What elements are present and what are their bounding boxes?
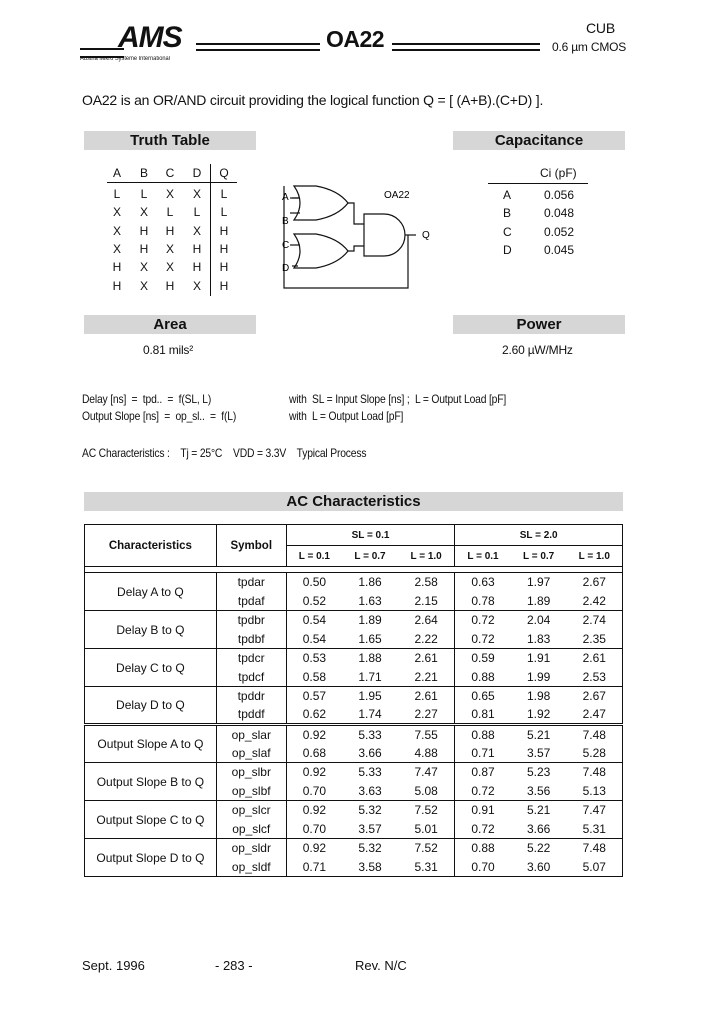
value-cell: 7.52 [398, 801, 455, 820]
value-cell: 1.83 [511, 630, 567, 649]
value-cell: 0.92 [302, 803, 327, 818]
value-cell: 5.31 [398, 858, 455, 877]
value-cell: 2.21 [398, 668, 455, 687]
value-cell: 1.86 [358, 575, 382, 590]
symbol-cell: op_slaf [216, 744, 286, 763]
value-cell: 0.54 [302, 613, 327, 628]
tt-cell: X [112, 205, 121, 219]
value-cell: 2.04 [526, 613, 551, 628]
value-cell: 0.92 [302, 765, 327, 780]
value-cell: 7.47 [398, 763, 455, 782]
symbol-cell: tpdcf [216, 668, 286, 687]
value-cell: 1.88 [358, 651, 382, 666]
load-header: L = 0.7 [511, 546, 567, 567]
value-cell: 2.61 [398, 649, 455, 668]
value-cell: 5.32 [358, 803, 382, 818]
col-characteristics: Characteristics [85, 525, 217, 567]
value-cell: 0.57 [302, 689, 327, 704]
characteristic-name: Output Slope D to Q [85, 839, 217, 877]
value-cell: 7.48 [582, 841, 606, 856]
part-title: OA22 [326, 26, 385, 52]
characteristic-name: Output Slope C to Q [85, 801, 217, 839]
table-row [85, 573, 623, 592]
value-cell: 0.70 [286, 820, 342, 839]
value-cell: 2.58 [398, 573, 455, 592]
value-cell: 0.59 [471, 651, 495, 666]
capacitance-table [488, 164, 588, 260]
value-cell: 1.74 [342, 706, 398, 725]
value-cell: 0.88 [455, 668, 511, 687]
value-cell: 5.01 [398, 820, 455, 839]
value-cell: 4.88 [398, 744, 455, 763]
value-cell: 2.22 [398, 630, 455, 649]
symbol-cell: tpdar [216, 573, 286, 592]
value-cell: 5.08 [398, 782, 455, 801]
sl-group-header: SL = 2.0 [455, 525, 623, 546]
symbol-cell: tpdbf [216, 630, 286, 649]
value-cell: 1.91 [526, 651, 551, 666]
symbol-cell: op_slcr [216, 801, 286, 820]
value-cell: 0.50 [302, 575, 327, 590]
capacitance-header: Ci (pF) [540, 166, 577, 180]
value-cell: 5.31 [567, 820, 623, 839]
value-cell: 3.63 [342, 782, 398, 801]
value-cell: 0.81 [455, 706, 511, 725]
table-row [85, 611, 623, 630]
value-cell: 5.23 [526, 765, 551, 780]
ac-table-title: AC Characteristics [84, 492, 623, 511]
symbol-cell: op_sldf [216, 858, 286, 877]
value-cell: 3.57 [342, 820, 398, 839]
value-cell: 5.07 [567, 858, 623, 877]
tt-cell: X [192, 279, 201, 293]
value-cell: 0.62 [286, 706, 342, 725]
value-cell: 5.33 [358, 727, 382, 742]
truth-table-title: Truth Table [84, 131, 256, 150]
value-cell: 2.47 [567, 706, 623, 725]
value-cell: 0.68 [286, 744, 342, 763]
symbol-cell: tpdcr [216, 649, 286, 668]
delay-definition: Delay [ns] = tpd.. = f(SL, L) [82, 392, 212, 406]
characteristic-name: Delay C to Q [85, 649, 217, 687]
value-cell: 1.97 [526, 575, 551, 590]
tt-cell: X [165, 260, 174, 274]
value-cell: 0.70 [455, 858, 511, 877]
schematic-pin-a: A [282, 192, 289, 203]
characteristic-name: Delay A to Q [85, 573, 217, 611]
table-row [85, 801, 623, 820]
value-cell: 1.89 [358, 613, 382, 628]
power-value: 2.60 µW/MHz [502, 343, 573, 357]
value-cell: 2.27 [398, 706, 455, 725]
tt-cell: L [220, 205, 228, 219]
ac-characteristics-table [84, 524, 623, 877]
and-gate [364, 214, 405, 256]
logic-schematic [276, 176, 436, 292]
tt-cell: L [113, 187, 121, 201]
table-row [85, 839, 623, 858]
symbol-cell: op_slbr [216, 763, 286, 782]
footer-revision: Rev. N/C [355, 958, 407, 973]
value-cell: 2.74 [582, 613, 606, 628]
value-cell: 0.72 [455, 630, 511, 649]
value-cell: 0.92 [302, 727, 327, 742]
value-cell: 7.48 [582, 765, 606, 780]
header-rule-right [392, 43, 540, 51]
schematic-pin-q: Q [422, 230, 430, 241]
symbol-cell: tpdbr [216, 611, 286, 630]
tt-cell: X [139, 260, 148, 274]
cap-pin: A [503, 188, 512, 202]
value-cell: 0.72 [471, 613, 495, 628]
sl-group-header: SL = 0.1 [286, 525, 455, 546]
table-row [85, 763, 623, 782]
value-cell: 0.71 [455, 744, 511, 763]
area-value: 0.81 mils² [143, 343, 194, 357]
cap-pin: B [503, 206, 512, 220]
value-cell: 0.92 [302, 841, 327, 856]
tt-cell: L [220, 187, 228, 201]
value-cell: 2.42 [567, 592, 623, 611]
table-row [85, 649, 623, 668]
value-cell: 5.21 [526, 803, 551, 818]
symbol-cell: op_sldr [216, 839, 286, 858]
value-cell: 2.15 [398, 592, 455, 611]
value-cell: 1.71 [342, 668, 398, 687]
truth-table [103, 164, 243, 298]
value-cell: 2.35 [567, 630, 623, 649]
value-cell: 0.70 [286, 782, 342, 801]
tt-cell: X [192, 224, 201, 238]
value-cell: 5.22 [526, 841, 551, 856]
cap-value: 0.052 [544, 225, 575, 239]
symbol-cell: op_slar [216, 725, 286, 744]
tt-cell: H [165, 279, 175, 293]
value-cell: 1.92 [511, 706, 567, 725]
load-header: L = 0.1 [455, 546, 511, 567]
tt-cell: H [112, 279, 122, 293]
tt-cell: X [165, 242, 174, 256]
ac-conditions: AC Characteristics : Tj = 25°C VDD = 3.3V Typical Process [82, 446, 367, 460]
characteristic-name: Delay D to Q [85, 687, 217, 725]
value-cell: 1.95 [358, 689, 382, 704]
or-gate-2 [294, 234, 348, 268]
value-cell: 3.57 [511, 744, 567, 763]
value-cell: 0.72 [455, 820, 511, 839]
value-cell: 3.66 [342, 744, 398, 763]
value-cell: 0.53 [302, 651, 327, 666]
area-title: Area [84, 315, 256, 334]
load-header: L = 1.0 [398, 546, 455, 567]
tt-cell: X [112, 242, 121, 256]
value-cell: 1.99 [511, 668, 567, 687]
value-cell: 1.89 [511, 592, 567, 611]
tt-cell: X [139, 205, 148, 219]
value-cell: 0.88 [471, 841, 495, 856]
footer-page: - 283 - [215, 958, 253, 973]
value-cell: 1.63 [342, 592, 398, 611]
symbol-cell: op_slcf [216, 820, 286, 839]
characteristic-name: Delay B to Q [85, 611, 217, 649]
schematic-pin-c: C [282, 240, 290, 251]
tt-cell: H [219, 224, 229, 238]
table-row [85, 687, 623, 706]
tt-cell: H [219, 242, 229, 256]
col-symbol: Symbol [216, 525, 286, 567]
tt-header-rule [107, 182, 237, 183]
value-cell: 1.98 [526, 689, 551, 704]
value-cell: 5.13 [567, 782, 623, 801]
tt-cell: X [139, 279, 148, 293]
table-row [85, 725, 623, 744]
value-cell: 0.54 [286, 630, 342, 649]
value-cell: 2.53 [567, 668, 623, 687]
tt-header-b: B [139, 166, 148, 180]
symbol-cell: tpddf [216, 706, 286, 725]
symbol-cell: op_slbf [216, 782, 286, 801]
load-header: L = 1.0 [567, 546, 623, 567]
tt-cell: H [165, 224, 175, 238]
capacitance-title: Capacitance [453, 131, 625, 150]
cap-pin: C [503, 225, 512, 239]
schematic-label: OA22 [384, 190, 410, 201]
value-cell: 0.65 [471, 689, 495, 704]
tt-header-a: A [112, 166, 121, 180]
value-cell: 3.66 [511, 820, 567, 839]
value-cell: 5.33 [358, 765, 382, 780]
header-rule-left [196, 43, 320, 51]
value-cell: 3.58 [342, 858, 398, 877]
tt-cell: L [166, 205, 174, 219]
tt-cell: H [112, 260, 122, 274]
value-cell: 2.61 [398, 687, 455, 706]
tt-cell: X [112, 224, 121, 238]
cap-value: 0.048 [544, 206, 575, 220]
process-line2: 0.6 µm CMOS [552, 40, 627, 54]
value-cell: 3.56 [511, 782, 567, 801]
characteristic-name: Output Slope A to Q [85, 725, 217, 763]
footer-date: Sept. 1996 [82, 958, 145, 973]
tt-header-c: C [165, 166, 175, 180]
function-description: OA22 is an OR/AND circuit providing the logical function Q = [ (A+B).(C+D) ]. [82, 92, 544, 108]
cap-value: 0.045 [544, 243, 575, 257]
tt-cell: X [165, 187, 174, 201]
value-cell: 7.48 [582, 727, 606, 742]
value-cell: 2.61 [582, 651, 606, 666]
schematic-pin-b: B [282, 216, 289, 227]
tt-header-q: Q [219, 166, 229, 180]
tt-cell: L [140, 187, 148, 201]
tt-header-d: D [192, 166, 202, 180]
slope-definition-params: with L = Output Load [pF] [289, 409, 404, 423]
value-cell: 0.63 [471, 575, 495, 590]
value-cell: 1.65 [342, 630, 398, 649]
value-cell: 2.64 [398, 611, 455, 630]
cap-pin: D [503, 243, 512, 257]
or-gate-1 [294, 186, 348, 220]
process-line1: CUB [586, 20, 615, 36]
tt-cell: L [193, 205, 201, 219]
value-cell: 7.52 [398, 839, 455, 858]
slope-definition: Output Slope [ns] = op_sl.. = f(L) [82, 409, 237, 423]
company-logo [80, 18, 192, 64]
value-cell: 0.72 [455, 782, 511, 801]
tt-cell: H [219, 279, 229, 293]
tt-cell: H [219, 260, 229, 274]
value-cell: 0.58 [286, 668, 342, 687]
logo-subtext: Austria Mikro Systeme International [80, 56, 170, 62]
characteristic-name: Output Slope B to Q [85, 763, 217, 801]
capacitance-rule [488, 183, 588, 184]
value-cell: 7.47 [582, 803, 606, 818]
power-title: Power [453, 315, 625, 334]
logo-wordmark: AMS [118, 21, 182, 54]
tt-cell: X [192, 187, 201, 201]
value-cell: 0.78 [455, 592, 511, 611]
tt-cell: H [139, 224, 149, 238]
value-cell: 5.32 [358, 841, 382, 856]
value-cell: 0.91 [471, 803, 495, 818]
value-cell: 2.67 [582, 575, 606, 590]
tt-cell: H [139, 242, 149, 256]
value-cell: 3.60 [511, 858, 567, 877]
value-cell: 0.52 [286, 592, 342, 611]
value-cell: 0.87 [471, 765, 495, 780]
load-header: L = 0.7 [342, 546, 398, 567]
value-cell: 5.28 [567, 744, 623, 763]
schematic-pin-d: D [282, 263, 290, 274]
value-cell: 2.67 [582, 689, 606, 704]
load-header: L = 0.1 [286, 546, 342, 567]
delay-definition-params: with SL = Input Slope [ns] ; L = Output Load [pF] [289, 392, 507, 406]
cap-value: 0.056 [544, 188, 575, 202]
value-cell: 5.21 [526, 727, 551, 742]
value-cell: 0.71 [286, 858, 342, 877]
tt-cell: H [192, 242, 202, 256]
value-cell: 0.88 [471, 727, 495, 742]
value-cell: 7.55 [398, 725, 455, 744]
tt-cell: H [192, 260, 202, 274]
symbol-cell: tpdaf [216, 592, 286, 611]
symbol-cell: tpddr [216, 687, 286, 706]
